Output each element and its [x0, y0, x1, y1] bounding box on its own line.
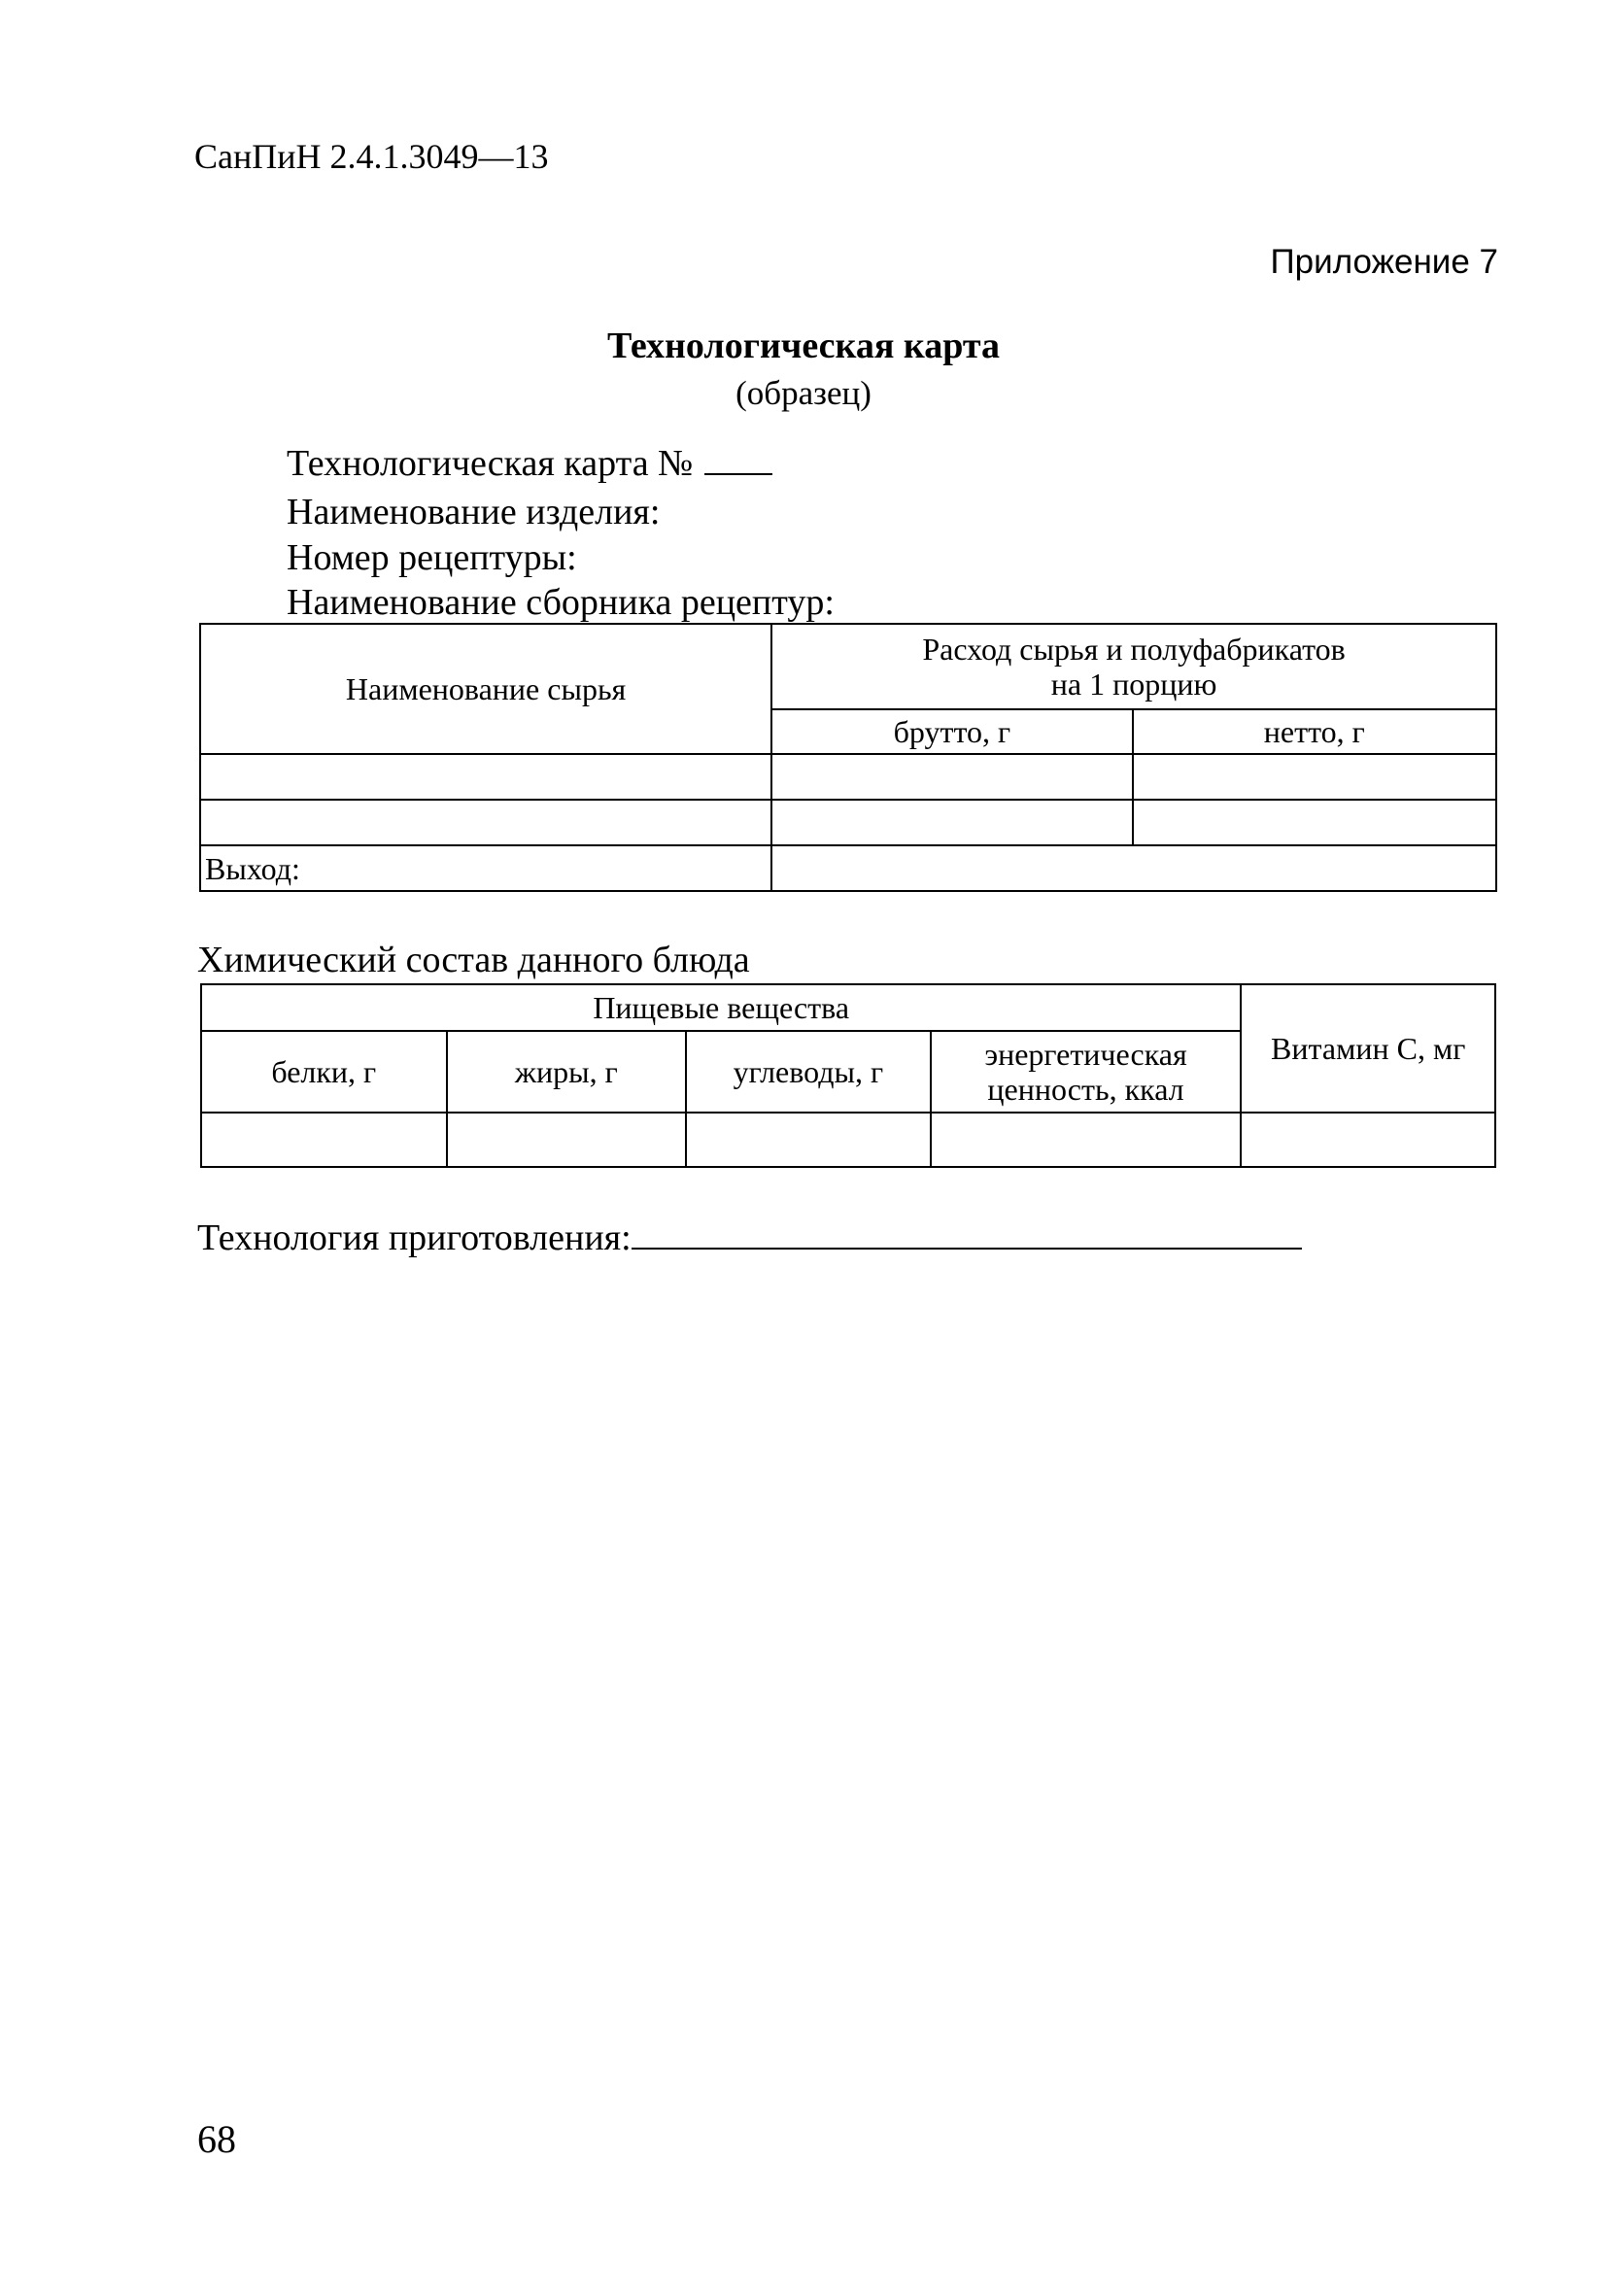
- nutrients-header: Пищевые вещества: [201, 984, 1241, 1031]
- yield-value-cell[interactable]: [771, 845, 1496, 891]
- page-number: 68: [197, 2117, 236, 2161]
- consumption-header: [771, 624, 1496, 709]
- table-cell[interactable]: [771, 800, 1132, 845]
- consumption-header-line1: Расход сырья и полуфабрикатов: [922, 632, 1346, 667]
- yield-label: Выход:: [200, 845, 771, 891]
- proteins-header: белки, г: [201, 1031, 447, 1113]
- raw-materials-table: [199, 623, 1497, 892]
- table-cell[interactable]: [447, 1113, 687, 1167]
- table-cell[interactable]: [771, 754, 1132, 800]
- product-name-field: Наименование изделия:: [287, 492, 661, 532]
- yield-row: [200, 845, 1496, 891]
- table-cell[interactable]: [201, 1113, 447, 1167]
- raw-name-header: Наименование сырья: [200, 624, 771, 754]
- energy-header-line2: ценность, ккал: [987, 1072, 1184, 1107]
- chem-composition-table: [200, 983, 1496, 1168]
- carbs-header: углеводы, г: [686, 1031, 931, 1113]
- appendix-label: Приложение 7: [1270, 243, 1498, 281]
- document-code: СанПиН 2.4.1.3049—13: [194, 137, 549, 176]
- table-cell[interactable]: [1241, 1113, 1495, 1167]
- chem-composition-title: Химический состав данного блюда: [197, 940, 750, 980]
- table-row: [200, 800, 1496, 845]
- card-number-field: [287, 442, 772, 485]
- fats-header: жиры, г: [447, 1031, 687, 1113]
- table-cell[interactable]: [931, 1113, 1242, 1167]
- energy-header-line1: энергетическая: [984, 1037, 1187, 1072]
- table-cell[interactable]: [1133, 800, 1496, 845]
- table-cell[interactable]: [1133, 754, 1496, 800]
- net-header: нетто, г: [1133, 709, 1496, 754]
- page-subtitle: (образец): [735, 374, 872, 412]
- table-row: [200, 754, 1496, 800]
- card-number-label: Технологическая карта №: [287, 443, 694, 484]
- table-header-row: [200, 624, 1496, 709]
- technology-label: Технология приготовления:: [197, 1217, 632, 1258]
- vitamin-c-header: Витамин С, мг: [1241, 984, 1495, 1113]
- gross-header: брутто, г: [771, 709, 1132, 754]
- table-row: [201, 1113, 1495, 1167]
- recipe-collection-field: Наименование сборника рецептур:: [287, 582, 835, 623]
- table-header-row: [201, 984, 1495, 1031]
- table-cell[interactable]: [686, 1113, 931, 1167]
- table-cell[interactable]: [200, 800, 771, 845]
- technology-blank-line[interactable]: [632, 1218, 1302, 1250]
- table-cell[interactable]: [200, 754, 771, 800]
- card-number-blank[interactable]: [704, 444, 772, 475]
- consumption-header-line2: на 1 порцию: [1050, 667, 1217, 702]
- recipe-number-field: Номер рецептуры:: [287, 537, 577, 578]
- energy-header: [931, 1031, 1242, 1113]
- technology-field: [197, 1217, 1302, 1259]
- page-title: Технологическая карта: [607, 326, 1000, 366]
